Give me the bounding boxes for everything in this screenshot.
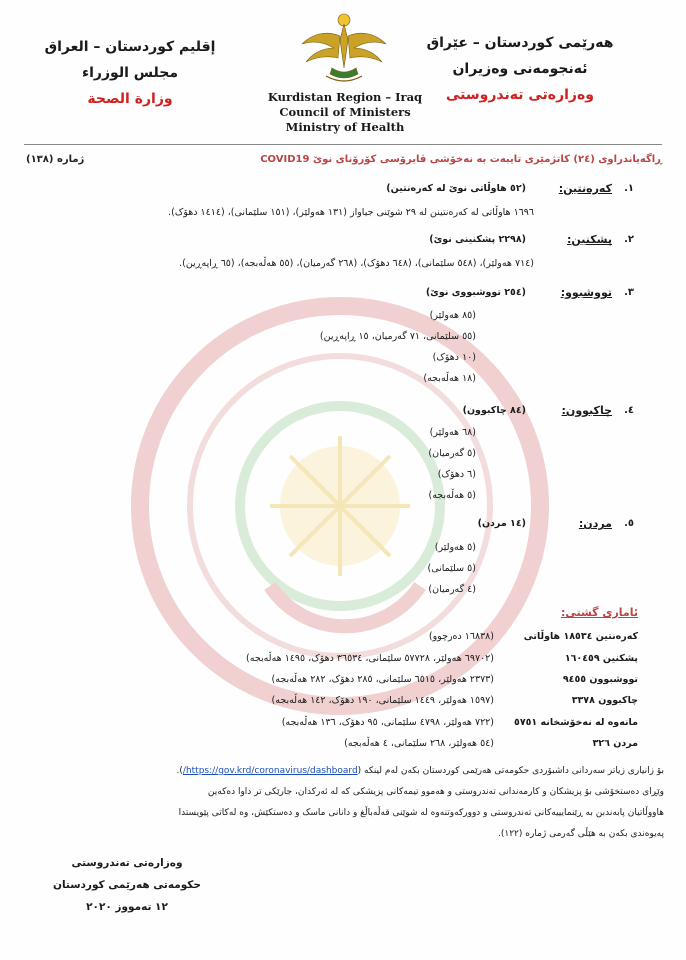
summary-row-1-label: کەرەنتین ١٨٥٣٤ هاوڵاتی xyxy=(523,631,638,642)
signature-date: ١٢ تەمووز ٢٠٢٠ xyxy=(86,901,168,913)
header-english-ministry: Ministry of Health xyxy=(285,120,405,134)
summary-title: ئاماری گشتی: xyxy=(560,606,638,619)
closing-paragraph-line-1: وێڕای دەستخۆشی بۆ پزیشکان و کارمەندانی تەندروستی و هەموو تیمەکانی پزیشکی کە لە ئەرکدان، جارێکی تر داوا دەکەین xyxy=(207,787,664,797)
section-3-number: .٣ xyxy=(624,287,634,298)
summary-row-2-detail: (٦٩٧٠٢ هەولێر، ٥٧٧٢٨ سلێمانی، ٣٦٥٣٤ دهۆک، ١٤٩٥ هەڵەبجە) xyxy=(246,653,494,664)
section-4-line-1: (٦٨ هەولێر) xyxy=(429,427,476,438)
section-3-head: (٢٥٤ تووشبووی نوێ) xyxy=(425,287,526,298)
section-4-line-4: (٥ هەڵەبجە) xyxy=(428,490,476,501)
section-3-line-3: (١٠ دهۆک) xyxy=(432,352,476,363)
document-number: ژمارە (١٣٨) xyxy=(26,154,85,165)
dashboard-note-suffix: ). xyxy=(176,766,183,776)
header-kurdish-ministry: وەزارەتی تەندروستی xyxy=(446,87,594,103)
signature-block xyxy=(52,852,202,918)
section-2-line-1: (٧١٤ هەولێر)، (٥٤٨ سلێمانی)، (٦٤٨ دهۆک)، (٢٦٨ گەرمیان)، (٥٥ هەڵەبجە)، (٦٥ ڕاپەڕین). xyxy=(179,258,534,269)
kurdistan-emblem-icon xyxy=(296,10,392,86)
summary-row-5-detail: (٧٢٢ هەولێر، ٤٧٩٨ سلێمانی، ٩٥ دهۆک، ١٣٦ هەڵەبجە) xyxy=(281,717,494,728)
section-3-line-2: (٥٥ سلێمانی، ٧١ گەرمیان، ١٥ ڕاپەڕین) xyxy=(319,331,476,342)
section-1-head: (٥٢ هاوڵاتی نوێ لە کەرەنتین) xyxy=(386,183,526,194)
section-5-label: مردن: xyxy=(578,517,612,530)
header-english-region: Kurdistan Region – Iraq xyxy=(267,90,423,104)
summary-row-3-detail: (٢٣٧٣ هەولێر، ٦٥١٥ سلێمانی، ٢٨٥ دهۆک، ٢٨٢ هەڵەبجە) xyxy=(271,674,494,685)
document-title: ڕاگەیاندراوی (٢٤) کاتژمێری تایبەت بە نەخۆشی ڤایرۆسی کۆرۆنای نوێ COVID19 xyxy=(260,154,662,165)
section-2-number: .٢ xyxy=(624,234,634,245)
summary-row-5-label: مانەوە لە نەخۆشخانە ٥٧٥١ xyxy=(514,717,638,728)
summary-row-6-label: مردن ٣٢٦ xyxy=(592,738,638,749)
section-4-line-2: (٥ گەرمیان) xyxy=(428,448,476,459)
summary-row-2-label: پشکنین ١٦٠٤٥٩ xyxy=(564,653,638,664)
header-arabic-council: مجلس الوزراء xyxy=(81,65,179,81)
signature-government: حکومەتی هەرێمی کوردستان xyxy=(53,879,201,891)
header-english-council: Council of Ministers xyxy=(279,105,411,119)
section-2-head: (٢٢٩٨ پشکنینی نوێ) xyxy=(429,234,526,245)
summary-row-6-detail: (٥٤ هەولێر، ٢٦٨ سلێمانی، ٤ هەڵەبجە) xyxy=(344,738,494,749)
section-1-line-1: ١٦٩٦ هاوڵاتی لە کەرەنتینن لە ٢٩ شوێنی جیاواز (١٣١ هەولێر)، (١٥١ سلێمانی)، (١٤١٤ دهۆک). xyxy=(168,207,534,218)
document-title-row xyxy=(26,150,662,172)
section-5-line-3: (٤ گەرمیان) xyxy=(428,584,476,595)
summary-row-3-label: تووشبوون ٩٤٥٥ xyxy=(562,674,638,685)
header-arabic xyxy=(30,34,230,112)
summary-row-4-detail: (١٥٩٧ هەولێر، ١٤٤٩ سلێمانی، ١٩٠ دهۆک، ١٤٢ هەڵەبجە) xyxy=(271,695,494,706)
section-4-head: (٨٤ چاکبوون) xyxy=(462,405,526,416)
section-2-label: پشکنین: xyxy=(567,233,612,246)
header-kurdish-council: ئەنجومەنی وەزیران xyxy=(452,61,588,77)
section-5-number: .٥ xyxy=(624,518,634,529)
dashboard-note-text: بۆ زانیاری زیاتر سەردانی داشبۆردی حکومەتی هەرێمی کوردستان بکەن لەم لینکە ( xyxy=(357,766,664,776)
closing-paragraph-line-2: هاووڵاتیان پابەندبن بە ڕێنمایییەکانی تەندروستی و دوورکەوتنەوە لە شوێنی قەڵەباڵغ و دانانی ماسک و دەستکێش، وە لەکاتی پێویستدا xyxy=(178,808,664,818)
header-arabic-ministry: وزارة الصحة xyxy=(87,91,173,107)
section-5-line-2: (٥ سلێمانی) xyxy=(427,563,476,574)
section-1-number: .١ xyxy=(624,183,634,194)
signature-ministry: وەزارەتی تەندروستی xyxy=(71,857,183,869)
section-3-line-4: (١٨ هەڵەبجە) xyxy=(423,373,476,384)
summary-row-1-detail: (١٦٨٣٨ دەرچوو) xyxy=(428,631,494,642)
summary-row-4-label: چاکبوون ٣٣٧٨ xyxy=(571,695,638,706)
section-5-line-1: (٥ هەولێر) xyxy=(434,542,476,553)
dashboard-link[interactable]: https://gov.krd/coronavirus/dashboard/ xyxy=(182,766,358,776)
section-4-label: چاکبوون: xyxy=(561,404,612,417)
section-5-head: (١٤ مردن) xyxy=(477,518,526,529)
closing-paragraph-line-3: پەیوەندی بکەن بە هێڵی گەرمی ژمارە (١٢٢). xyxy=(498,829,664,839)
header-english xyxy=(240,90,450,135)
section-3-label: تووشبوو: xyxy=(560,286,612,299)
header-divider xyxy=(24,144,662,145)
section-4-number: .٤ xyxy=(624,405,634,416)
header-kurdish-region: هەرێمی کوردستان – عێراق xyxy=(426,35,614,51)
section-3-line-1: (٨٥ هەولێر) xyxy=(429,310,476,321)
section-1-label: کەرەنتین: xyxy=(558,182,612,195)
section-4-line-3: (٦ دهۆک) xyxy=(437,469,476,480)
header-arabic-region: إقليم كوردستان – العراق xyxy=(44,39,216,55)
dashboard-note xyxy=(177,766,664,776)
